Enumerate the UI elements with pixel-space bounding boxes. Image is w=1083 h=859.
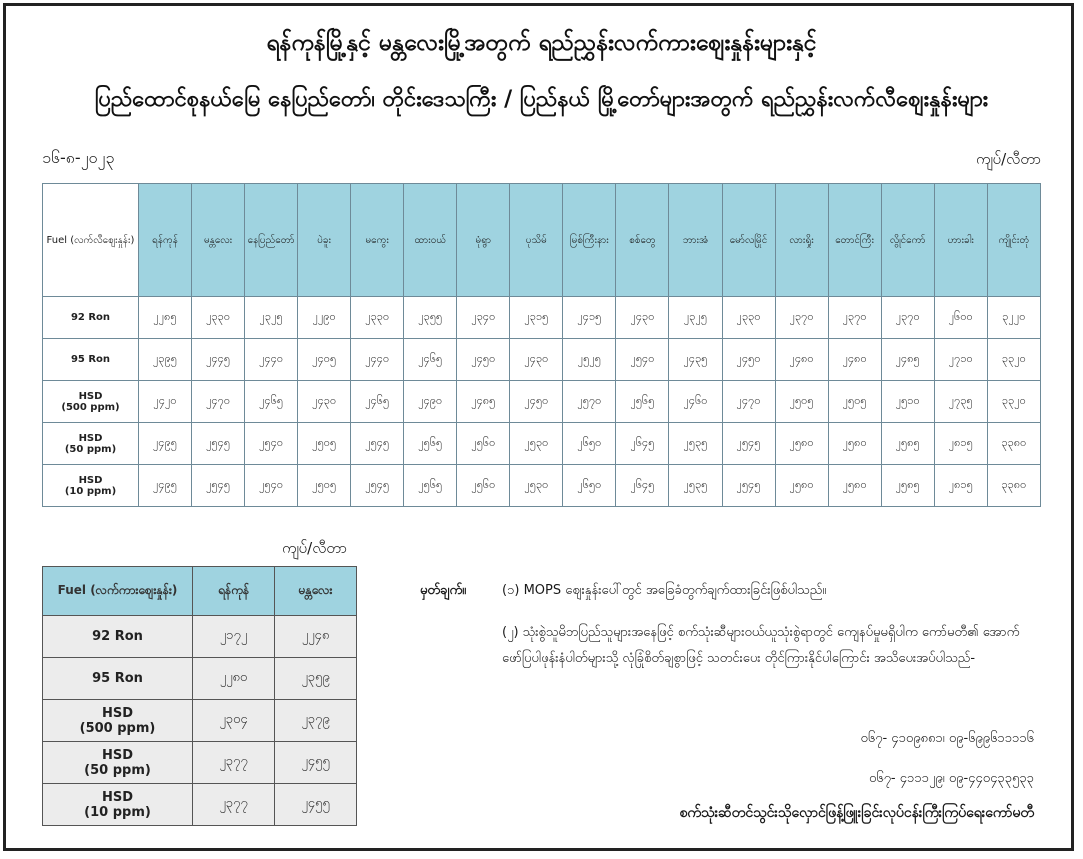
main-price-cell: ၂၅၃၅ (669, 465, 722, 507)
main-city-header: မကွေး (351, 184, 404, 297)
main-price-cell: ၂၄၃၀ (616, 297, 669, 339)
main-price-cell: ၂၅၃၀ (510, 423, 563, 465)
note-item-1: (၁) MOPS ဈေးနှုန်းပေါ်တွင် အခြေခံတွက်ချက်ထားခြင်းဖြစ်ပါသည်။ (502, 583, 827, 598)
small-price-cell: ၂၄၅၅ (275, 784, 357, 826)
main-price-cell: ၂၅၄၀ (245, 465, 298, 507)
small-fuel-header: Fuel (လက်ကားဈေးနှုန်း) (43, 567, 193, 616)
main-city-header: ပုသိမ် (510, 184, 563, 297)
main-price-cell: ၂၄၇၀ (192, 381, 245, 423)
main-price-cell: ၂၃၁၅ (510, 297, 563, 339)
main-price-cell: ၂၆၀၀ (934, 297, 987, 339)
main-price-cell: ၂၄၆၀ (669, 381, 722, 423)
committee-signature: စက်သုံးဆီတင်သွင်းသိုလှောင်ဖြန့်ဖြူးခြင်းလုပ်ငန်းကြီးကြပ်ရေးကော်မတီ (679, 805, 1034, 821)
main-price-cell: ၂၅၄၅ (351, 465, 404, 507)
main-price-cell: ၂၅၈၅ (881, 423, 934, 465)
main-city-header: ဟားခါး (934, 184, 987, 297)
main-price-cell: ၃၂၂၀ (987, 297, 1040, 339)
main-city-header: ပဲခူး (298, 184, 351, 297)
main-price-cell: ၂၅၈၀ (775, 423, 828, 465)
small-price-cell: ၂၄၅၅ (275, 742, 357, 784)
main-price-cell: ၂၂၉၀ (298, 297, 351, 339)
main-price-cell: ၂၄၂၀ (139, 381, 192, 423)
main-row (43, 339, 1041, 381)
main-city-header: နေပြည်တော် (245, 184, 298, 297)
main-price-cell: ၂၄၇၀ (722, 381, 775, 423)
main-price-cell: ၂၄၈၀ (775, 339, 828, 381)
small-price-cell: ၂၃၀၄ (193, 700, 275, 742)
main-price-cell: ၂၄၅၀ (510, 381, 563, 423)
main-price-cell: ၃၃၈၀ (987, 423, 1040, 465)
small-row (43, 700, 357, 742)
main-fuel-header: Fuel (လက်လီဈေးနှုန်း) (43, 184, 139, 297)
main-price-cell: ၂၄၆၅ (245, 381, 298, 423)
main-fuel-cell: 92 Ron (43, 297, 139, 339)
small-row (43, 784, 357, 826)
main-price-cell: ၂၅၆၀ (457, 465, 510, 507)
main-price-cell: ၂၄၅၀ (457, 339, 510, 381)
main-price-cell: ၂၅၁၀ (881, 381, 934, 423)
main-price-cell: ၂၄၃၅ (669, 339, 722, 381)
main-price-cell: ၂၅၄၀ (245, 423, 298, 465)
main-price-cell: ၂၅၄၅ (192, 423, 245, 465)
main-price-cell: ၂၃၇၀ (828, 297, 881, 339)
main-price-cell: ၂၄၉၅ (139, 465, 192, 507)
main-price-cell: ၂၄၄၀ (351, 339, 404, 381)
main-price-cell: ၂၄၃၀ (298, 381, 351, 423)
main-price-cell: ၂၅၃၅ (669, 423, 722, 465)
main-row (43, 297, 1041, 339)
main-fuel-cell: HSD (10 ppm) (43, 465, 139, 507)
wholesale-price-table (42, 566, 357, 826)
main-price-cell: ၂၄၈၅ (881, 339, 934, 381)
small-row (43, 616, 357, 658)
main-price-cell: ၂၃၃၀ (192, 297, 245, 339)
main-price-cell: ၂၃၂၅ (669, 297, 722, 339)
main-price-cell: ၂၅၈၀ (775, 465, 828, 507)
main-price-cell: ၂၅၄၀ (616, 339, 669, 381)
main-price-cell: ၂၅၈၅ (881, 465, 934, 507)
small-price-cell: ၂၃၇၇ (193, 742, 275, 784)
main-price-cell: ၂၅၄၅ (722, 423, 775, 465)
main-price-cell: ၃၃၈၀ (987, 465, 1040, 507)
small-city-header: မန္တလေး (275, 567, 357, 616)
main-price-cell: ၂၃၄၀ (457, 297, 510, 339)
small-fuel-cell: HSD (50 ppm) (43, 742, 193, 784)
small-fuel-cell: 92 Ron (43, 616, 193, 658)
main-price-cell: ၂၄၁၅ (563, 297, 616, 339)
unit-label: ကျပ်/လီတာ (975, 150, 1041, 168)
main-price-cell: ၂၇၁၀ (934, 339, 987, 381)
main-city-header: တောင်ကြီး (828, 184, 881, 297)
small-price-cell: ၂၂၄၈ (275, 616, 357, 658)
small-fuel-cell: 95 Ron (43, 658, 193, 700)
small-price-cell: ၂၃၇၇ (193, 784, 275, 826)
notes-label: မှတ်ချက်။ (420, 583, 467, 598)
main-price-cell: ၂၃၅၅ (404, 297, 457, 339)
main-price-cell: ၂၆၄၅ (616, 423, 669, 465)
main-city-header: စစ်တွေ (616, 184, 669, 297)
main-price-cell: ၂၄၈၅ (457, 381, 510, 423)
phone-numbers-2: ၀၆၇- ၄၁၁၁၂၉၊ ၀၉-၄၄၀၄၃၃၅၃၃ (868, 771, 1034, 786)
main-price-cell: ၂၄၆၅ (351, 381, 404, 423)
small-fuel-cell: HSD (500 ppm) (43, 700, 193, 742)
main-fuel-cell: HSD (500 ppm) (43, 381, 139, 423)
main-price-cell: ၂၄၀၅ (298, 339, 351, 381)
main-city-header: ကျိုင်းတုံ (987, 184, 1040, 297)
small-fuel-cell: HSD (10 ppm) (43, 784, 193, 826)
main-price-cell: ၂၅၈၀ (828, 465, 881, 507)
main-price-cell: ၂၈၁၅ (934, 423, 987, 465)
main-price-cell: ၂၅၈၀ (828, 423, 881, 465)
main-price-cell: ၂၃၇၀ (775, 297, 828, 339)
main-price-cell: ၂၄၆၅ (404, 339, 457, 381)
main-price-cell: ၂၅၀၅ (298, 423, 351, 465)
note-item-2: (၂) သုံးစွဲသူမိဘပြည်သူများအနေဖြင့် စက်သုံးဆီများဝယ်ယူသုံးစွဲရာတွင် ကျေနပ်မှုမရှိပါက ကော်မတီ၏ အောက်ဖော်ပြပါဖုန်းနံပါတ်များသို့ လုံခြုံစိတ်ချစွာဖြင့် သတင်းပေး တိုင်ကြားနိုင်ပါကြောင်း အသိပေးအပ်ပါသည်- (502, 625, 1020, 666)
main-price-cell: ၃၃၂၀ (987, 339, 1040, 381)
main-price-cell: ၂၆၅၀ (563, 423, 616, 465)
retail-price-table (42, 183, 1041, 507)
small-row (43, 742, 357, 784)
small-city-header: ရန်ကုန် (193, 567, 275, 616)
main-price-cell: ၂၅၇၀ (563, 381, 616, 423)
small-price-cell: ၂၃၅၉ (275, 658, 357, 700)
phone-numbers-1: ၀၆၇- ၄၁၀၉၈၈၁၊ ၀၉-၆၉၉၆၁၁၁၁၆ (860, 731, 1034, 746)
main-price-cell: ၂၅၆၀ (457, 423, 510, 465)
main-city-header: ရန်ကုန် (139, 184, 192, 297)
main-city-header: မန္တလေး (192, 184, 245, 297)
main-price-cell: ၂၃၉၅ (139, 339, 192, 381)
main-price-cell: ၂၅၆၅ (616, 381, 669, 423)
main-price-cell: ၂၆၅၀ (563, 465, 616, 507)
main-price-cell: ၂၃၃၀ (351, 297, 404, 339)
small-row (43, 658, 357, 700)
main-price-cell: ၂၅၄၅ (722, 465, 775, 507)
main-price-cell: ၂၄၄၅ (192, 339, 245, 381)
main-city-header: ဘားအံ (669, 184, 722, 297)
main-price-cell: ၂၈၁၅ (934, 465, 987, 507)
main-city-header: မြစ်ကြီးနား (563, 184, 616, 297)
small-price-cell: ၂၁၇၂ (193, 616, 275, 658)
main-price-cell: ၂၆၄၅ (616, 465, 669, 507)
main-price-cell: ၃၃၂၀ (987, 381, 1040, 423)
page-subtitle: ပြည်ထောင်စုနယ်မြေ နေပြည်တော်၊ တိုင်းဒေသကြီး / ပြည်နယ် မြို့တော်များအတွက် ရည်ညွှန်းလက်လီဈေးနှုန်းများ (94, 87, 989, 112)
main-price-cell: ၂၄၉၅ (139, 423, 192, 465)
small-price-cell: ၂၂၈၀ (193, 658, 275, 700)
main-fuel-cell: 95 Ron (43, 339, 139, 381)
main-price-cell: ၂၄၄၀ (245, 339, 298, 381)
main-price-cell: ၂၃၃၀ (722, 297, 775, 339)
main-price-cell: ၂၅၆၅ (404, 465, 457, 507)
main-row (43, 465, 1041, 507)
main-price-cell: ၂၅၃၀ (510, 465, 563, 507)
main-price-cell: ၂၄၈၀ (828, 339, 881, 381)
main-city-header: မုံရွာ (457, 184, 510, 297)
main-price-cell: ၂၅၀၅ (828, 381, 881, 423)
main-price-cell: ၂၄၃၀ (510, 339, 563, 381)
page-title: ရန်ကုန်မြို့နှင့် မန္တလေးမြို့အတွက် ရည်ညွှန်းလက်ကားဈေးနှုန်းများနှင့် (266, 30, 817, 56)
main-city-header: လားရှိုး (775, 184, 828, 297)
main-price-cell: ၂၄၅၀ (722, 339, 775, 381)
main-price-cell: ၂၇၃၅ (934, 381, 987, 423)
main-price-cell: ၂၅၂၅ (563, 339, 616, 381)
main-price-cell: ၂၂၈၅ (139, 297, 192, 339)
small-price-cell: ၂၃၇၉ (275, 700, 357, 742)
date-label: ၁၆-၈-၂၀၂၃ (42, 148, 115, 167)
main-price-cell: ၂၅၀၅ (298, 465, 351, 507)
main-city-header: မော်လမြိုင် (722, 184, 775, 297)
main-fuel-cell: HSD (50 ppm) (43, 423, 139, 465)
main-row (43, 423, 1041, 465)
main-price-cell: ၂၃၇၀ (881, 297, 934, 339)
main-price-cell: ၂၅၄၅ (351, 423, 404, 465)
small-table-unit-label: ကျပ်/လီတာ (282, 539, 348, 557)
main-row (43, 381, 1041, 423)
main-price-cell: ၂၅၀၅ (775, 381, 828, 423)
main-price-cell: ၂၅၆၅ (404, 423, 457, 465)
main-price-cell: ၂၄၉၀ (404, 381, 457, 423)
main-city-header: လွိုင်ကော် (881, 184, 934, 297)
main-city-header: ထားဝယ် (404, 184, 457, 297)
main-price-cell: ၂၅၄၅ (192, 465, 245, 507)
main-price-cell: ၂၃၂၅ (245, 297, 298, 339)
